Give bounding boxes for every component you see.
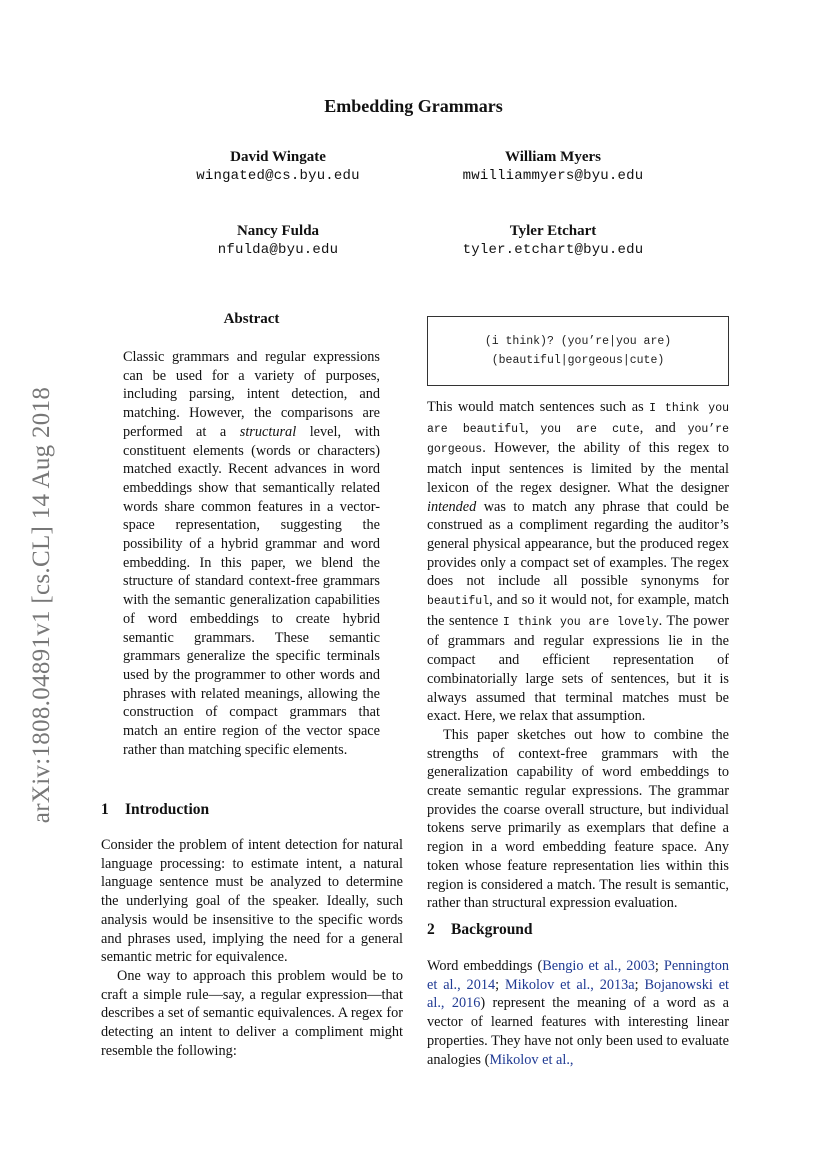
citation-link[interactable]: Mikolov et al., 2013a — [505, 976, 635, 993]
author-email: tyler.etchart@byu.edu — [462, 242, 644, 258]
text-run: This would match sentences such as — [427, 399, 650, 415]
section-number: 2 — [427, 921, 435, 938]
text-run: ; — [654, 958, 664, 974]
section-number: 1 — [101, 801, 109, 818]
abstract-emphasis: structural — [239, 423, 297, 440]
right-column-body — [427, 398, 729, 913]
section-title: Introduction — [125, 801, 210, 818]
author-2 — [443, 148, 663, 186]
example-sentence: I think you are lovely — [502, 615, 659, 629]
citation-link[interactable]: Bojanowski et al., 2016 — [427, 976, 730, 1012]
author-email: nfulda@byu.edu — [217, 242, 339, 258]
intro-paragraph-1: Consider the problem of intent detection for natural language processing: to estimate intent, a natural language sentence must be analyzed to determine the underlying goal of the speaker. Ideally, such analysis would be insensitive to the specific words and phrases used, implying the need for a general semantic metric for equivalence. — [101, 837, 403, 966]
text-run: Word embeddings ( — [427, 958, 543, 974]
regex-line-2: (beautiful|gorgeous|cute) — [491, 354, 665, 367]
background-paragraph-1 — [427, 957, 729, 1069]
author-name: William Myers — [505, 149, 601, 165]
author-name: Nancy Fulda — [236, 223, 320, 239]
text-run: ; — [495, 976, 506, 993]
example-sentence: you’re gorgeous — [427, 422, 729, 457]
abstract-text-1: Classic grammars and regular expressions can be used for a variety of purposes, including parsing, intent detection, and matching. However, the comparisons are performed at a — [123, 349, 380, 440]
abstract-heading: Abstract — [223, 311, 280, 327]
intro-paragraph-2: One way to approach this problem would be to craft a simple rule—say, a regular expression—that describes a set of semantic equivalences. A regex for detecting an intent to deliver a compliment might resemble the following: — [101, 967, 403, 1059]
author-email: wingated@cs.byu.edu — [196, 168, 360, 184]
author-1 — [168, 148, 388, 186]
regex-example-box — [427, 316, 729, 386]
intro-body — [101, 836, 403, 1060]
example-sentence: I think you are beautiful — [427, 402, 729, 436]
emphasis-intended: intended — [427, 498, 477, 515]
author-3 — [168, 222, 388, 260]
text-run: ) represent the meaning of a word as a vector of learned features with interesting linear properties. They have not only been used to evaluate analogies ( — [427, 995, 729, 1068]
author-name: David Wingate — [230, 149, 326, 165]
abstract-text-2: level, with constituent elements (words or characters) matched exactly. Recent advances in word embeddings show that semantically related words share common features in a vector-space representation, suggesting the possibility of a hybrid grammar and word embedding. In this paper, we blend the structure of standard context-free grammars with the semantic generalization capabilities of word embeddings to create hybrid semantic grammars. These semantic grammars generalize the specific terminals used by the programmer to other words and phrases with related meanings, allowing the construction of compact grammars that match an entire region of the vector space rather than matching specific elements. — [123, 423, 380, 758]
abstract-body — [123, 348, 380, 759]
text-run: , — [524, 419, 541, 436]
right-paragraph-1 — [427, 398, 729, 726]
author-name: Tyler Etchart — [509, 223, 597, 239]
section-title: Background — [451, 921, 533, 938]
text-run: was to match any phrase that could be construed as a compliment regarding the auditor’s general physical appearance, but the produced regex provides only a compact set of examples. The regex does not include all possible synonyms for — [427, 498, 729, 590]
text-run: , and so it would not, for example, match the sentence — [427, 592, 729, 629]
citation-link[interactable]: Mikolov et al., — [489, 1051, 574, 1068]
citation-link[interactable]: Pennington et al., 2014 — [427, 958, 730, 993]
background-body — [427, 957, 729, 1069]
text-run: , and — [639, 419, 688, 436]
arxiv-stamp-container — [20, 355, 64, 855]
section-heading-introduction — [101, 801, 209, 819]
right-paragraph-2: This paper sketches out how to combine the strengths of context-free grammars with the generalization capability of word embeddings to create semantic regular expressions. The grammar provides the coarse overall structure, but individual tokens serve primarily as exemplars that define a region in a word embedding feature space. Any token whose feature representation lies within this region is considered a match. The result is semantic, rather than structural expression evaluation. — [427, 726, 729, 912]
section-heading-background — [427, 921, 533, 939]
paper-title: Embedding Grammars — [324, 96, 503, 116]
arxiv-stamp: arXiv:1808.04891v1 [cs.CL] 14 Aug 2018 — [28, 386, 55, 824]
author-4 — [443, 222, 663, 260]
text-run: ; — [634, 976, 645, 993]
example-word: beautiful — [427, 595, 490, 609]
example-sentence: you are cute — [540, 422, 640, 436]
author-email: mwilliammyers@byu.edu — [462, 168, 644, 184]
text-run: . The power of grammars and regular expressions lie in the compact and efficient representation of combinatorially large sets of sentences, but it is always assumed that terminal matches must be exact. Here, we relax that assumption. — [427, 612, 729, 725]
regex-line-1: (i think)? (you’re|you are) — [484, 335, 672, 348]
text-run: . However, the ability of this regex to match input sentences is limited by the mental lexicon of the regex designer. What the designer — [427, 440, 729, 496]
citation-link[interactable]: Bengio et al., 2003 — [542, 958, 655, 974]
abstract-paragraph — [123, 348, 380, 759]
